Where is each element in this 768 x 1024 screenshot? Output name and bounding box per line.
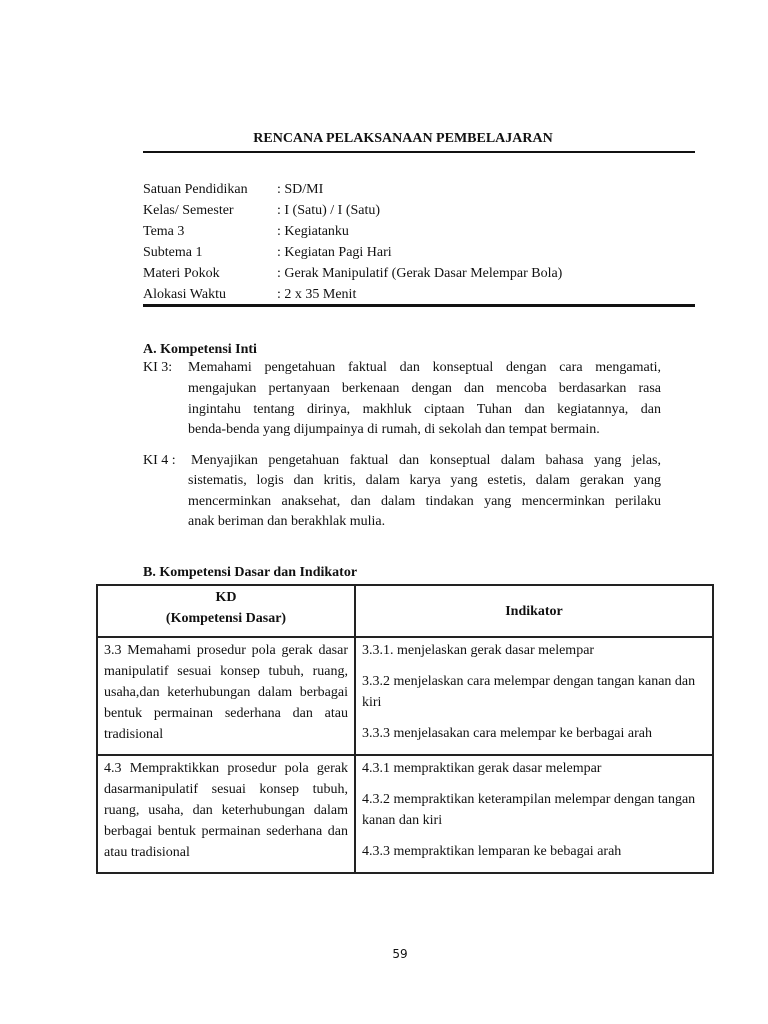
ki4-prefix: KI 4 : — [143, 453, 176, 468]
info-label: Kelas/ Semester — [143, 203, 234, 218]
info-label: Tema 3 — [143, 224, 185, 239]
indicator-cell — [355, 755, 713, 873]
section-b-heading: B. Kompetensi Dasar dan Indikator — [143, 565, 358, 580]
ki3-line: Memahami pengetahuan faktual dan konseptual dengan cara mengamati, — [188, 360, 661, 375]
header-indikator: Indikator — [355, 585, 713, 637]
ki4-line: mencerminkan anaksehat, dan dalam tindakan yang mencerminkan perilaku — [188, 494, 661, 509]
indicator-item: 4.3.1 mempraktikan gerak dasar melempar — [362, 761, 602, 776]
ki3-line: benda-benda yang dijumpainya di rumah, di sekolah dan tempat bermain. — [188, 422, 600, 437]
ki4-line: Menyajikan pengetahuan faktual dan konseptual dalam bahasa yang jelas, — [191, 453, 661, 468]
header-kd-subtitle: (Kompetensi Dasar) — [165, 611, 287, 626]
ki4-line: anak beriman dan berakhlak mulia. — [188, 514, 386, 529]
document-title: RENCANA PELAKSANAAN PEMBELAJARAN — [253, 131, 553, 146]
info-label: Satuan Pendidikan — [143, 182, 248, 197]
section-a-heading: A. Kompetensi Inti — [143, 342, 257, 357]
kd-indicator-table — [96, 584, 714, 874]
indicator-item: 3.3.2 menjelaskan cara melempar dengan tangan kanan dan kiri — [362, 674, 696, 710]
header-kd-title: KD — [215, 590, 237, 605]
table-row — [97, 637, 713, 755]
info-value: : Kegiatanku — [277, 224, 349, 239]
info-rule — [143, 304, 695, 307]
indicator-item: 3.3.1. menjelaskan gerak dasar melempar — [362, 643, 595, 658]
title-rule — [143, 151, 695, 153]
info-label: Subtema 1 — [143, 245, 203, 260]
header-kd — [97, 585, 355, 637]
indicator-item: 4.3.2 mempraktikan keterampilan melempar dengan tangan kanan dan kiri — [362, 792, 696, 828]
info-value: : SD/MI — [277, 182, 324, 197]
info-label: Materi Pokok — [143, 266, 220, 281]
info-value: : 2 x 35 Menit — [277, 287, 357, 302]
ki4-line: sistematis, logis dan kritis, dalam karya yang estetis, dalam gerakan yang — [188, 473, 661, 488]
indicator-item: 3.3.3 menjelasakan cara melempar ke berbagai arah — [362, 726, 652, 741]
table-row — [97, 755, 713, 873]
kd-cell: 3.3 Memahami prosedur pola gerak dasar manipulatif sesuai konsep tubuh, ruang, usaha,dan keterhubungan dalam berbagai bentuk permainan sederhana dan atau tradisional — [97, 637, 355, 755]
ki3-line: mengajukan pertanyaan berkenaan dengan dan mencoba berdasarkan rasa — [188, 381, 661, 396]
page-number: 59 — [392, 947, 408, 961]
indicator-cell — [355, 637, 713, 755]
info-value: : Gerak Manipulatif (Gerak Dasar Melempar Bola) — [277, 266, 563, 281]
ki3-line: ingintahu tentang dirinya, makhluk ciptaan Tuhan dan kegiatannya, dan — [188, 402, 661, 417]
ki3-prefix: KI 3: — [143, 360, 173, 375]
indicator-item: 4.3.3 mempraktikan lemparan ke bebagai arah — [362, 844, 622, 859]
kd-cell: 4.3 Mempraktikkan prosedur pola gerak dasarmanipulatif sesuai konsep tubuh, ruang, usaha, dan keterhubungan dalam berbagai bentuk permainan sederhana dan atau tradisional — [97, 755, 355, 873]
info-label: Alokasi Waktu — [143, 287, 226, 302]
info-value: : Kegiatan Pagi Hari — [277, 245, 392, 260]
info-value: : I (Satu) / I (Satu) — [277, 203, 381, 218]
